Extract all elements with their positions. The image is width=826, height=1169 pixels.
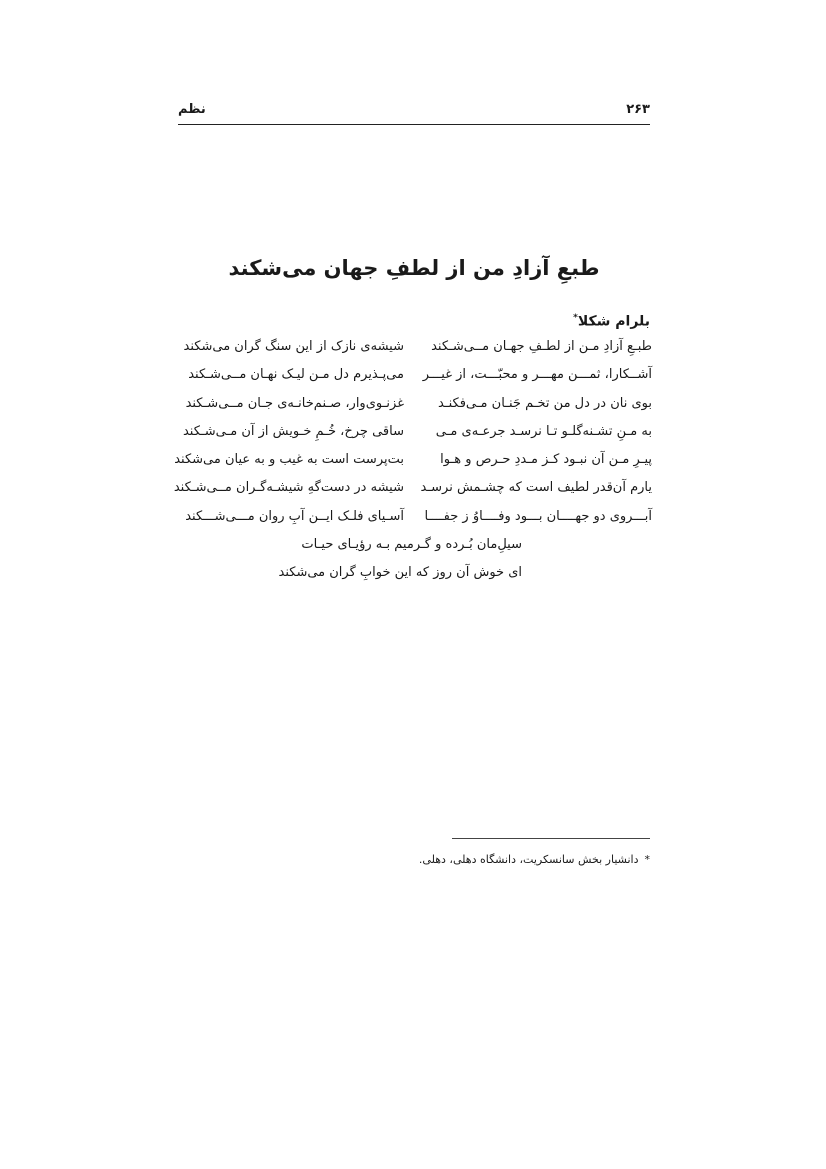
couplet	[183, 339, 652, 367]
couplet	[182, 423, 652, 452]
first-hemistich: طبـعِ آزادِ مـن از لطـفِ جهـان مــی‌شـکند	[431, 339, 652, 354]
final-couplet-second	[186, 565, 652, 593]
poem-body	[173, 339, 652, 594]
couplet	[186, 396, 652, 424]
page-number: ۲۶۳	[626, 102, 650, 117]
first-hemistich: آبـــروی دو جهــــان بـــود وفــــاوُ ز جفــــا	[424, 508, 652, 524]
author-name: بلرام شکلا	[577, 313, 650, 330]
second-hemistich: ساقی چرخ، خُـمِ خـویش از آن مـی‌شـکند	[182, 423, 404, 439]
second-hemistich: شیشه در دست‌گهِ شیشـه‌گـران مــی‌شـکند	[173, 480, 404, 496]
second-hemistich: غزنـوی‌وار، صـنم‌خانـه‌ی جـان مــی‌شـکند	[185, 395, 404, 411]
poem-title: طبعِ آزادِ من از لطفِ جهان می‌شکند	[228, 256, 600, 280]
footnote-mark: *	[644, 853, 650, 866]
couplet	[173, 480, 652, 508]
running-header	[178, 100, 650, 125]
footnote-divider	[452, 838, 650, 839]
first-hemistich: یارم آن‌قدر لطیف است که چشـمش نرسـد	[420, 480, 652, 496]
couplet	[186, 509, 652, 537]
section-name: نظم	[178, 102, 206, 117]
first-hemistich: به مـنِ تشـنه‌گلـو تـا نرسـد جرعـه‌ی مـی	[435, 423, 652, 439]
second-hemistich: شیشه‌ی نازک از این سنگ گران می‌شکند	[183, 339, 404, 354]
second-hemistich: آسـیای فلـک ایــن آبِ روان مـــی‌شـــکند	[185, 508, 404, 524]
author-footnote-mark: *	[573, 313, 578, 323]
second-hemistich: بت‌پرست است به غیب و به عیان می‌شکند	[174, 452, 404, 468]
final-hemistich: ای خوش آن روز که این خوابِ گران می‌شکند	[278, 565, 522, 581]
final-hemistich: سیلِ‌مان بُـرده و گـرمیم بـه رؤیـای حیـات	[301, 537, 522, 553]
couplet	[186, 367, 652, 395]
first-hemistich: بوی نان در دل من تخـم جَنـان مـی‌فکنـد	[437, 395, 652, 411]
footnote-text: دانشیار بخش سانسکریت، دانشگاه دهلی، دهلی.	[418, 853, 639, 866]
author-line	[573, 313, 650, 330]
first-hemistich: آشــکارا، ثمـــن مهـــر و محبّـــت، از غیـــر	[422, 367, 652, 383]
footnote	[419, 853, 650, 866]
first-hemistich: پیـرِ مـن آن نبـود کـز مـددِ حـرص و هـوا	[440, 452, 652, 468]
second-hemistich: می‌پـذیرم دل مـن لیـک نهـان مــی‌شـکند	[188, 367, 404, 383]
final-couplet-first	[186, 537, 652, 565]
couplet	[174, 452, 652, 480]
